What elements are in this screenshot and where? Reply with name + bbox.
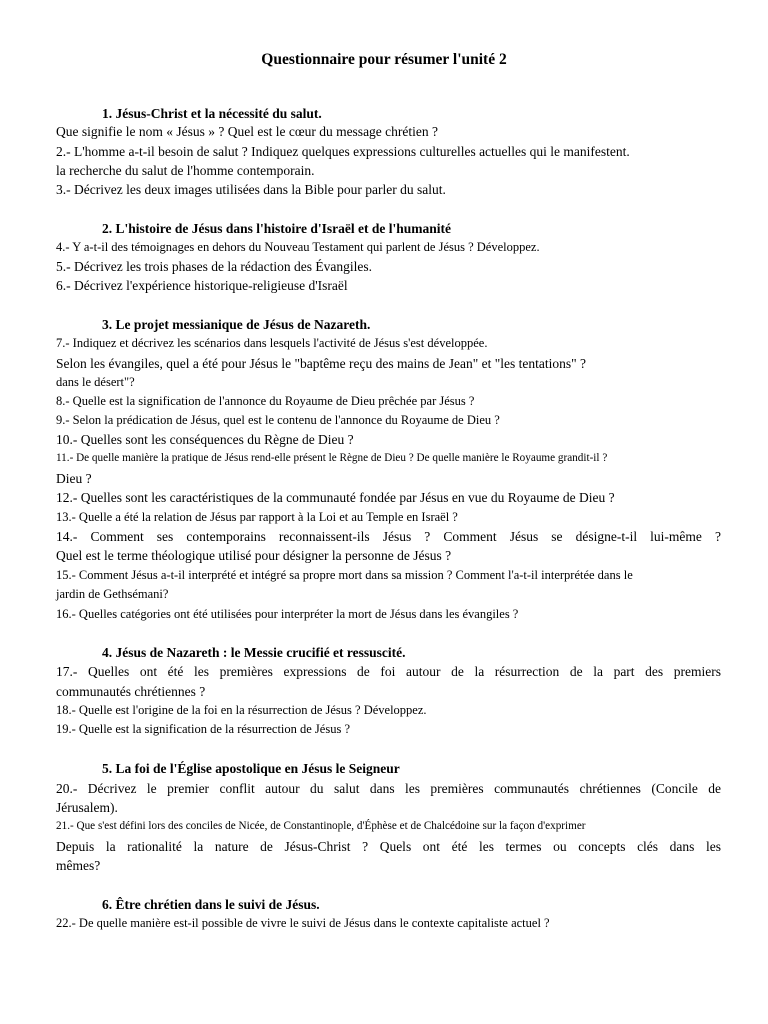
question-11-continued: Dieu ?: [56, 471, 92, 486]
question-21: 21.- Que s'est défini lors des conciles de Nicée, de Constantinople, d'Éphèse et de Chalcédoine sur la façon d'exprimer: [56, 820, 586, 832]
section-5-heading: 5. La foi de l'Église apostolique en Jésus le Seigneur: [102, 761, 400, 776]
question-3: 3.- Décrivez les deux images utilisées dans la Bible pour parler du salut.: [56, 182, 446, 197]
question-4: 4.- Y a-t-il des témoignages en dehors du Nouveau Testament qui parlent de Jésus ? Développez.: [56, 240, 540, 254]
question-16: 16.- Quelles catégories ont été utilisées pour interpréter la mort de Jésus dans les évangiles ?: [56, 607, 519, 621]
question-9: 9.- Selon la prédication de Jésus, quel est le contenu de l'annonce du Royaume de Dieu ?: [56, 413, 500, 427]
question-13: 13.- Quelle a été la relation de Jésus par rapport à la Loi et au Temple en Israël ?: [56, 510, 458, 524]
question-17-continued: communautés chrétiennes ?: [56, 684, 206, 699]
question-15: 15.- Comment Jésus a-t-il interprété et intégré sa propre mort dans sa mission ? Comment l'a-t-il interprétée dans le: [56, 568, 633, 582]
question-10: 10.- Quelles sont les conséquences du Règne de Dieu ?: [56, 432, 354, 447]
question-21-continued-2: mêmes?: [56, 858, 101, 873]
question-2-continued: la recherche du salut de l'homme contemporain.: [56, 163, 315, 178]
section-2-heading: 2. L'histoire de Jésus dans l'histoire d'Israël et de l'humanité: [102, 221, 452, 236]
question-1: Que signifie le nom « Jésus » ? Quel est le cœur du message chrétien ?: [56, 124, 439, 139]
section-3-heading: 3. Le projet messianique de Jésus de Nazareth.: [102, 317, 371, 332]
question-7-subquestion: Selon les évangiles, quel a été pour Jésus le "baptême reçu des mains de Jean" et "les tentations" ?: [56, 356, 587, 371]
question-2: 2.- L'homme a-t-il besoin de salut ? Indiquez quelques expressions culturelles actuelles qui le manifestent.: [56, 144, 630, 159]
question-14-continued: Quel est le terme théologique utilisé pour désigner la personne de Jésus ?: [56, 548, 452, 563]
question-6: 6.- Décrivez l'expérience historique-religieuse d'Israël: [56, 278, 348, 293]
question-5: 5.- Décrivez les trois phases de la rédaction des Évangiles.: [56, 259, 373, 274]
question-14: 14.- Comment ses contemporains reconnaissent-ils Jésus ? Comment Jésus se désigne-t-il lui-même ?: [56, 529, 721, 544]
question-7-subquestion-continued: dans le désert"?: [56, 375, 135, 389]
question-19: 19.- Quelle est la signification de la résurrection de Jésus ?: [56, 722, 351, 736]
question-15-continued: jardin de Gethsémani?: [56, 587, 169, 601]
question-11: 11.- De quelle manière la pratique de Jésus rend-elle présent le Règne de Dieu ? De quelle manière le Royaume grandit-il ?: [56, 452, 608, 464]
question-22: 22.- De quelle manière est-il possible de vivre le suivi de Jésus dans le contexte capitaliste actuel ?: [56, 916, 550, 930]
question-18: 18.- Quelle est l'origine de la foi en la résurrection de Jésus ? Développez.: [56, 703, 427, 717]
page-title: Questionnaire pour résumer l'unité 2: [261, 51, 507, 68]
section-1-heading: 1. Jésus-Christ et la nécessité du salut.: [102, 106, 322, 121]
question-8: 8.- Quelle est la signification de l'annonce du Royaume de Dieu prêchée par Jésus ?: [56, 394, 475, 408]
question-7: 7.- Indiquez et décrivez les scénarios dans lesquels l'activité de Jésus s'est développée.: [56, 336, 488, 350]
section-6-heading: 6. Être chrétien dans le suivi de Jésus.: [102, 897, 320, 912]
question-17: 17.- Quelles ont été les premières expressions de foi autour de la résurrection de la part des premiers: [56, 664, 721, 679]
question-12: 12.- Quelles sont les caractéristiques de la communauté fondée par Jésus en vue du Royaume de Dieu ?: [56, 490, 615, 505]
section-4-heading: 4. Jésus de Nazareth : le Messie crucifié et ressuscité.: [102, 645, 406, 660]
question-21-continued: Depuis la rationalité la nature de Jésus-Christ ? Quels ont été les termes ou concepts clés dans les: [56, 839, 721, 854]
question-20-continued: Jérusalem).: [56, 800, 118, 815]
question-20: 20.- Décrivez le premier conflit autour du salut dans les premières communautés chrétiennes (Concile de: [56, 781, 721, 796]
